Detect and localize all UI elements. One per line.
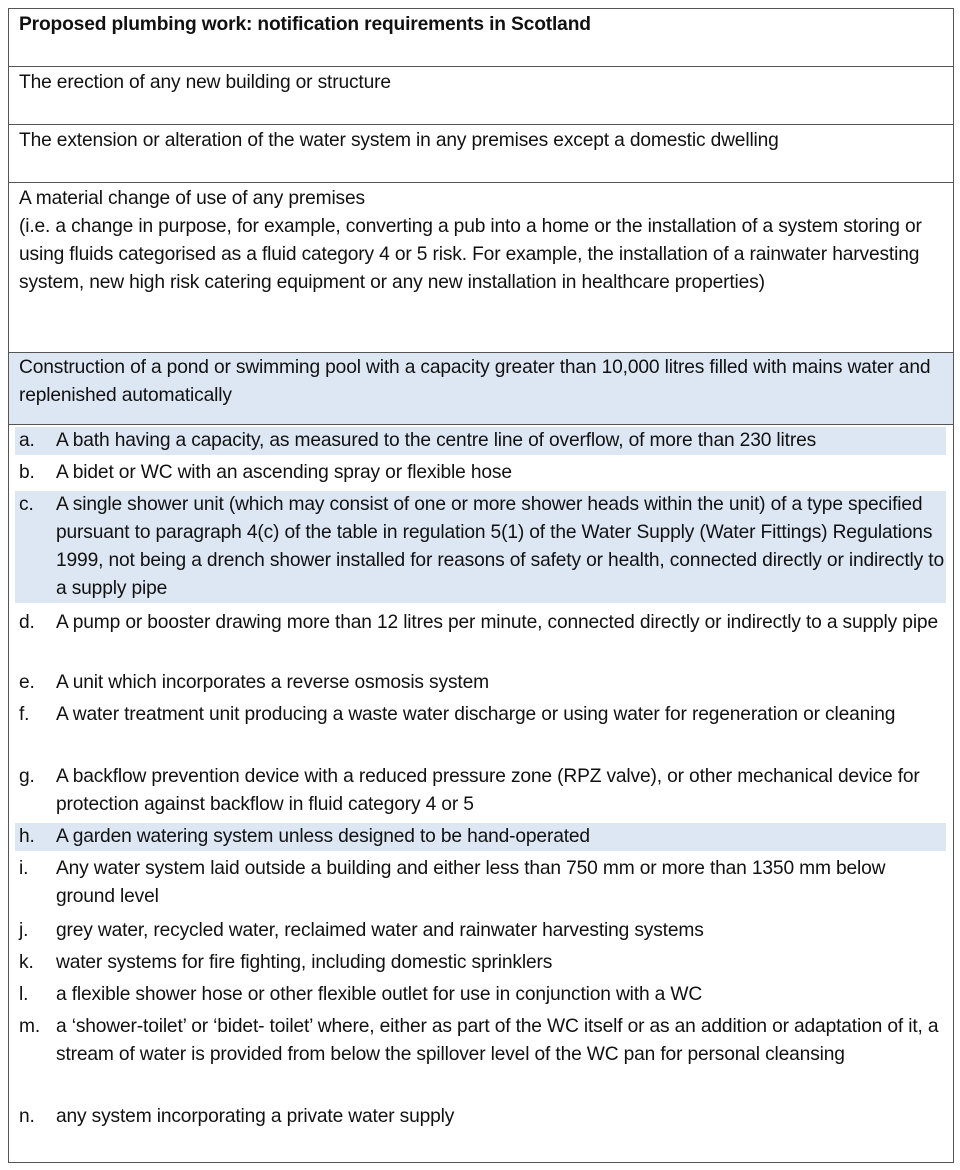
list-item (15, 669, 946, 697)
list-item-label: c. (19, 494, 34, 515)
table-row (9, 183, 953, 353)
row-detail: (i.e. a change in purpose, for example, converting a pub into a home or the installation of a system storing or using fluids categorised as a fluid category 4 or 5 risk. For example, the installation of a rainwater harvesting system, new high risk catering equipment or any new installation in healthcare properties) (19, 216, 922, 293)
table-row (9, 67, 953, 125)
row-text: Construction of a pond or swimming pool with a capacity greater than 10,000 litres filled with mains water and replenished automatically (19, 357, 931, 406)
list-item-text: A bidet or WC with an ascending spray or flexible hose (56, 462, 512, 483)
row-text: The extension or alteration of the water system in any premises except a domestic dwelling (19, 130, 779, 151)
list-item-text: A unit which incorporates a reverse osmosis system (56, 672, 489, 693)
list-item (15, 1103, 946, 1131)
fittings-list (9, 425, 953, 1162)
notification-requirements-table (8, 8, 954, 1163)
list-item (15, 917, 946, 945)
list-item (15, 855, 946, 911)
list-item-label: e. (19, 672, 35, 693)
list-item (15, 427, 946, 455)
list-item-label: a. (19, 430, 35, 451)
list-item-text: water systems for fire fighting, including domestic sprinklers (56, 952, 553, 973)
list-item-label: b. (19, 462, 35, 483)
list-item (15, 491, 946, 603)
list-item-text: Any water system laid outside a building and either less than 750 mm or more than 1350 mm below ground level (56, 858, 886, 907)
list-item-label: i. (19, 858, 29, 879)
list-item-text: A single shower unit (which may consist of one or more shower heads within the unit) of a type specified pursuant to paragraph 4(c) of the table in regulation 5(1) of the Water Supply (Water Fittings) Regulations 1999, not being a drench shower installed for reasons of safety or health, connected directly or indirectly to a supply pipe (56, 494, 944, 599)
list-item (15, 823, 946, 851)
list-item-text: any system incorporating a private water supply (56, 1106, 455, 1127)
row-text: The erection of any new building or structure (19, 72, 391, 93)
list-item-text: A backflow prevention device with a reduced pressure zone (RPZ valve), or other mechanical device for protection against backflow in fluid category 4 or 5 (56, 766, 920, 815)
list-item-label: k. (19, 952, 34, 973)
list-item (15, 609, 946, 637)
list-item (15, 949, 946, 977)
list-item-label: f. (19, 704, 30, 725)
list-item-label: n. (19, 1106, 35, 1127)
list-item-text: A pump or booster drawing more than 12 litres per minute, connected directly or indirectly to a supply pipe (56, 612, 938, 633)
list-item-text: A water treatment unit producing a waste water discharge or using water for regeneration or cleaning (56, 704, 896, 725)
table-title: Proposed plumbing work: notification requirements in Scotland (19, 14, 591, 35)
list-item-text: grey water, recycled water, reclaimed water and rainwater harvesting systems (56, 920, 704, 941)
list-item (15, 1013, 946, 1069)
table-title-row (9, 9, 953, 67)
list-item (15, 701, 946, 729)
list-item-text: a ‘shower-toilet’ or ‘bidet- toilet’ where, either as part of the WC itself or as an addition or adaptation of it, a stream of water is provided from below the spillover level of the WC pan for personal cleansing (56, 1016, 939, 1065)
row-heading: A material change of use of any premises (19, 188, 365, 209)
table-row (9, 125, 953, 183)
list-item (15, 459, 946, 487)
list-item-label: g. (19, 766, 35, 787)
list-item-text: A bath having a capacity, as measured to the centre line of overflow, of more than 230 litres (56, 430, 817, 451)
table-row-highlighted (9, 353, 953, 425)
list-item (15, 763, 946, 819)
list-item-label: m. (19, 1016, 41, 1037)
list-item-text: a flexible shower hose or other flexible outlet for use in conjunction with a WC (56, 984, 703, 1005)
list-item-text: A garden watering system unless designed to be hand-operated (56, 826, 590, 847)
list-item-label: h. (19, 826, 35, 847)
list-item (15, 981, 946, 1009)
list-item-label: j. (19, 920, 29, 941)
list-item-label: l. (19, 984, 29, 1005)
list-item-label: d. (19, 612, 35, 633)
